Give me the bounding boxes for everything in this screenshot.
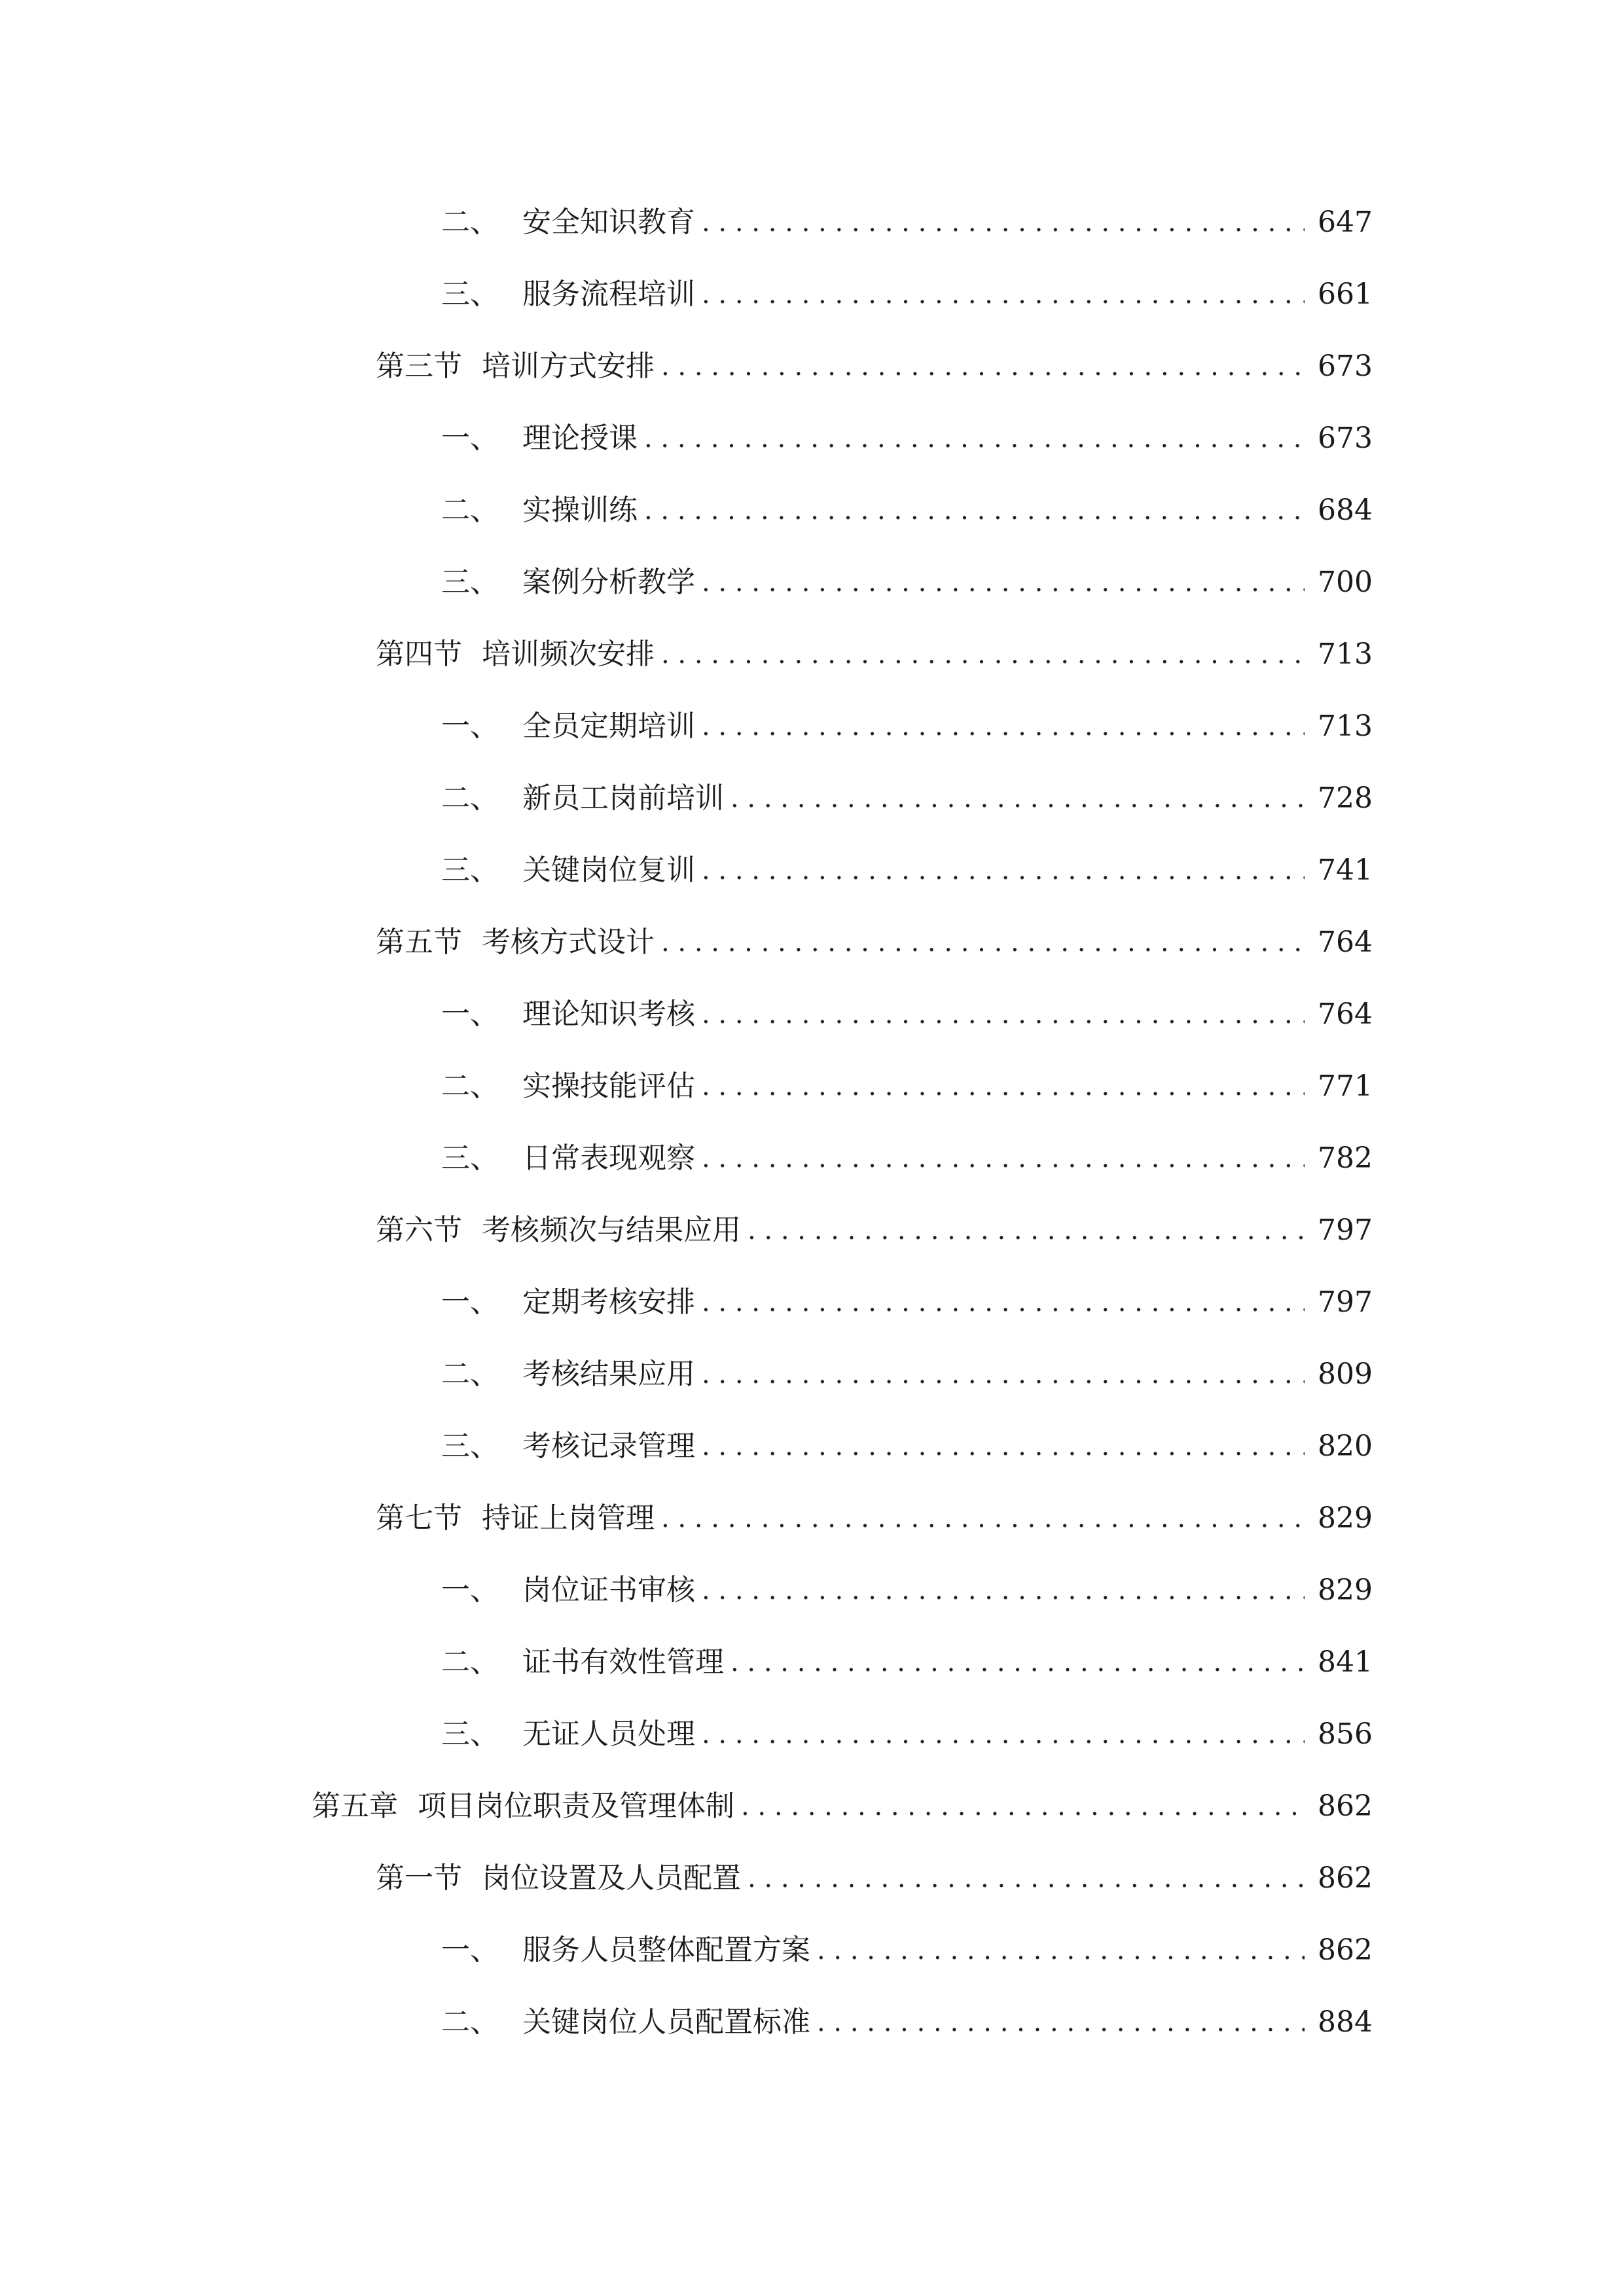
toc-entry-number: 二、	[441, 2005, 499, 2039]
toc-entry[interactable]	[441, 1271, 1373, 1323]
toc-entry-title: 考核记录管理	[522, 1429, 695, 1463]
toc-entry-page: 771	[1318, 1069, 1373, 1103]
toc-entry[interactable]	[441, 983, 1373, 1035]
toc-entry[interactable]	[441, 263, 1373, 315]
toc-entry[interactable]	[441, 1343, 1373, 1395]
dot-leader	[702, 1282, 1305, 1323]
dot-leader	[661, 922, 1305, 963]
toc-entry-section[interactable]	[376, 1199, 1373, 1251]
toc-entry-page: 829	[1318, 1501, 1373, 1535]
dot-leader	[702, 562, 1305, 603]
toc-entry-title: 理论授课	[522, 422, 638, 455]
dot-leader	[702, 706, 1305, 747]
dot-leader	[731, 778, 1305, 819]
toc-entry-page: 856	[1318, 1717, 1373, 1751]
dot-leader	[748, 1857, 1305, 1899]
dot-leader	[702, 1426, 1305, 1467]
toc-entry-title: 服务人员整体配置方案	[522, 1933, 810, 1967]
toc-entry-number: 一、	[441, 1285, 499, 1319]
dot-leader	[817, 2001, 1305, 2043]
toc-entry-number: 第六节	[376, 1213, 462, 1247]
toc-entry-number: 一、	[441, 1573, 499, 1607]
toc-entry-page: 862	[1318, 1861, 1373, 1895]
toc-entry-section[interactable]	[376, 1487, 1373, 1539]
dot-leader	[661, 1498, 1305, 1539]
dot-leader	[741, 1785, 1305, 1827]
toc-entry-page: 862	[1318, 1933, 1373, 1967]
toc-entry-page: 862	[1318, 1789, 1373, 1823]
dot-leader	[661, 634, 1305, 675]
toc-entry-number: 三、	[441, 1717, 499, 1751]
dot-leader	[702, 850, 1305, 891]
toc-entry[interactable]	[441, 1919, 1373, 1971]
toc-entry-title: 实操训练	[522, 493, 638, 527]
toc-entry-title: 项目岗位职责及管理体制	[418, 1789, 734, 1823]
toc-entry[interactable]	[441, 1991, 1373, 2043]
toc-entry-number: 第一节	[376, 1861, 462, 1895]
toc-entry[interactable]	[441, 1703, 1373, 1755]
toc-entry[interactable]	[441, 839, 1373, 891]
toc-entry-title: 实操技能评估	[522, 1069, 695, 1103]
toc-entry-number: 第四节	[376, 637, 462, 671]
toc-entry-title: 岗位证书审核	[522, 1573, 695, 1607]
toc-entry-page: 728	[1318, 781, 1373, 815]
dot-leader	[661, 346, 1305, 387]
toc-entry-number: 二、	[441, 1069, 499, 1103]
toc-entry-title: 理论知识考核	[522, 997, 695, 1031]
toc-entry-number: 三、	[441, 853, 499, 887]
toc-entry-section[interactable]	[376, 623, 1373, 675]
toc-entry-title: 持证上岗管理	[482, 1501, 655, 1535]
toc-entry-page: 782	[1318, 1141, 1373, 1175]
toc-entry-title: 培训方式安排	[482, 350, 655, 383]
toc-entry[interactable]	[441, 1415, 1373, 1467]
toc-entry[interactable]	[441, 1055, 1373, 1107]
toc-entry-page: 661	[1318, 278, 1373, 311]
toc-entry-number: 一、	[441, 1933, 499, 1967]
toc-entry-title: 日常表现观察	[522, 1141, 695, 1175]
toc-entry-number: 二、	[441, 206, 499, 239]
dot-leader	[702, 1713, 1305, 1755]
toc-entry-title: 岗位设置及人员配置	[482, 1861, 741, 1895]
toc-entry-number: 二、	[441, 1357, 499, 1391]
toc-entry-page: 673	[1318, 422, 1373, 455]
toc-entry-title: 考核频次与结果应用	[482, 1213, 741, 1247]
dot-leader	[702, 1570, 1305, 1611]
toc-entry-number: 一、	[441, 709, 499, 743]
dot-leader	[702, 994, 1305, 1035]
toc-entry-title: 考核方式设计	[482, 925, 655, 959]
toc-entry[interactable]	[441, 1127, 1373, 1179]
toc-entry-number: 一、	[441, 997, 499, 1031]
dot-leader	[702, 1354, 1305, 1395]
toc-entry-title: 培训频次安排	[482, 637, 655, 671]
toc-entry-title: 证书有效性管理	[522, 1645, 724, 1679]
toc-entry-number: 第五节	[376, 925, 462, 959]
dot-leader	[702, 202, 1305, 243]
toc-entry-section[interactable]	[376, 1847, 1373, 1899]
toc-entry-page: 764	[1318, 925, 1373, 959]
toc-entry[interactable]	[441, 407, 1373, 459]
toc-entry-page: 809	[1318, 1357, 1373, 1391]
toc-entry-page: 673	[1318, 350, 1373, 383]
toc-entry-title: 全员定期培训	[522, 709, 695, 743]
toc-entry-number: 三、	[441, 278, 499, 311]
toc-entry[interactable]	[441, 1559, 1373, 1611]
toc-entry-number: 三、	[441, 1141, 499, 1175]
toc-entry-page: 713	[1318, 637, 1373, 671]
toc-entry-title: 服务流程培训	[522, 278, 695, 311]
toc-entry-number: 二、	[441, 1645, 499, 1679]
dot-leader	[702, 1066, 1305, 1107]
dot-leader	[731, 1641, 1305, 1683]
toc-entry-page: 884	[1318, 2005, 1373, 2039]
toc-entry[interactable]	[441, 767, 1373, 819]
toc-entry-number: 一、	[441, 422, 499, 455]
toc-entry-number: 三、	[441, 1429, 499, 1463]
toc-entry-page: 797	[1318, 1213, 1373, 1247]
toc-entry-title: 新员工岗前培训	[522, 781, 724, 815]
toc-entry-title: 考核结果应用	[522, 1357, 695, 1391]
toc-entry[interactable]	[441, 695, 1373, 747]
toc-entry-page: 713	[1318, 709, 1373, 743]
toc-entry-section[interactable]	[376, 335, 1373, 387]
toc-entry-number: 第七节	[376, 1501, 462, 1535]
dot-leader	[702, 274, 1305, 315]
toc-entry-number: 二、	[441, 781, 499, 815]
toc-entry-number: 二、	[441, 493, 499, 527]
toc-entry-title: 安全知识教育	[522, 206, 695, 239]
toc-entry[interactable]	[441, 551, 1373, 603]
dot-leader	[702, 1138, 1305, 1179]
dot-leader	[644, 490, 1305, 531]
toc-entry-number: 第三节	[376, 350, 462, 383]
toc-entry-number: 第五章	[312, 1789, 398, 1823]
toc-entry-page: 741	[1318, 853, 1373, 887]
toc-entry-page: 797	[1318, 1285, 1373, 1319]
toc-entry-page: 684	[1318, 493, 1373, 527]
toc-entry-title: 关键岗位复训	[522, 853, 695, 887]
toc-entry-title: 案例分析教学	[522, 565, 695, 599]
toc-entry-page: 764	[1318, 997, 1373, 1031]
toc-entry[interactable]	[441, 1631, 1373, 1683]
toc-entry-number: 三、	[441, 565, 499, 599]
toc-entry-title: 关键岗位人员配置标准	[522, 2005, 810, 2039]
toc-entry[interactable]	[441, 479, 1373, 531]
dot-leader	[644, 418, 1305, 459]
toc-entry-page: 700	[1318, 565, 1373, 599]
toc-entry-page: 841	[1318, 1645, 1373, 1679]
dot-leader	[817, 1929, 1305, 1971]
dot-leader	[748, 1210, 1305, 1251]
toc-entry-section[interactable]	[376, 911, 1373, 963]
toc-entry-page: 820	[1318, 1429, 1373, 1463]
toc-entry[interactable]	[441, 191, 1373, 243]
toc-entry-chapter[interactable]	[312, 1775, 1373, 1827]
toc-entry-title: 定期考核安排	[522, 1285, 695, 1319]
toc-entry-page: 647	[1318, 206, 1373, 239]
toc-entry-page: 829	[1318, 1573, 1373, 1607]
toc-entry-title: 无证人员处理	[522, 1717, 695, 1751]
